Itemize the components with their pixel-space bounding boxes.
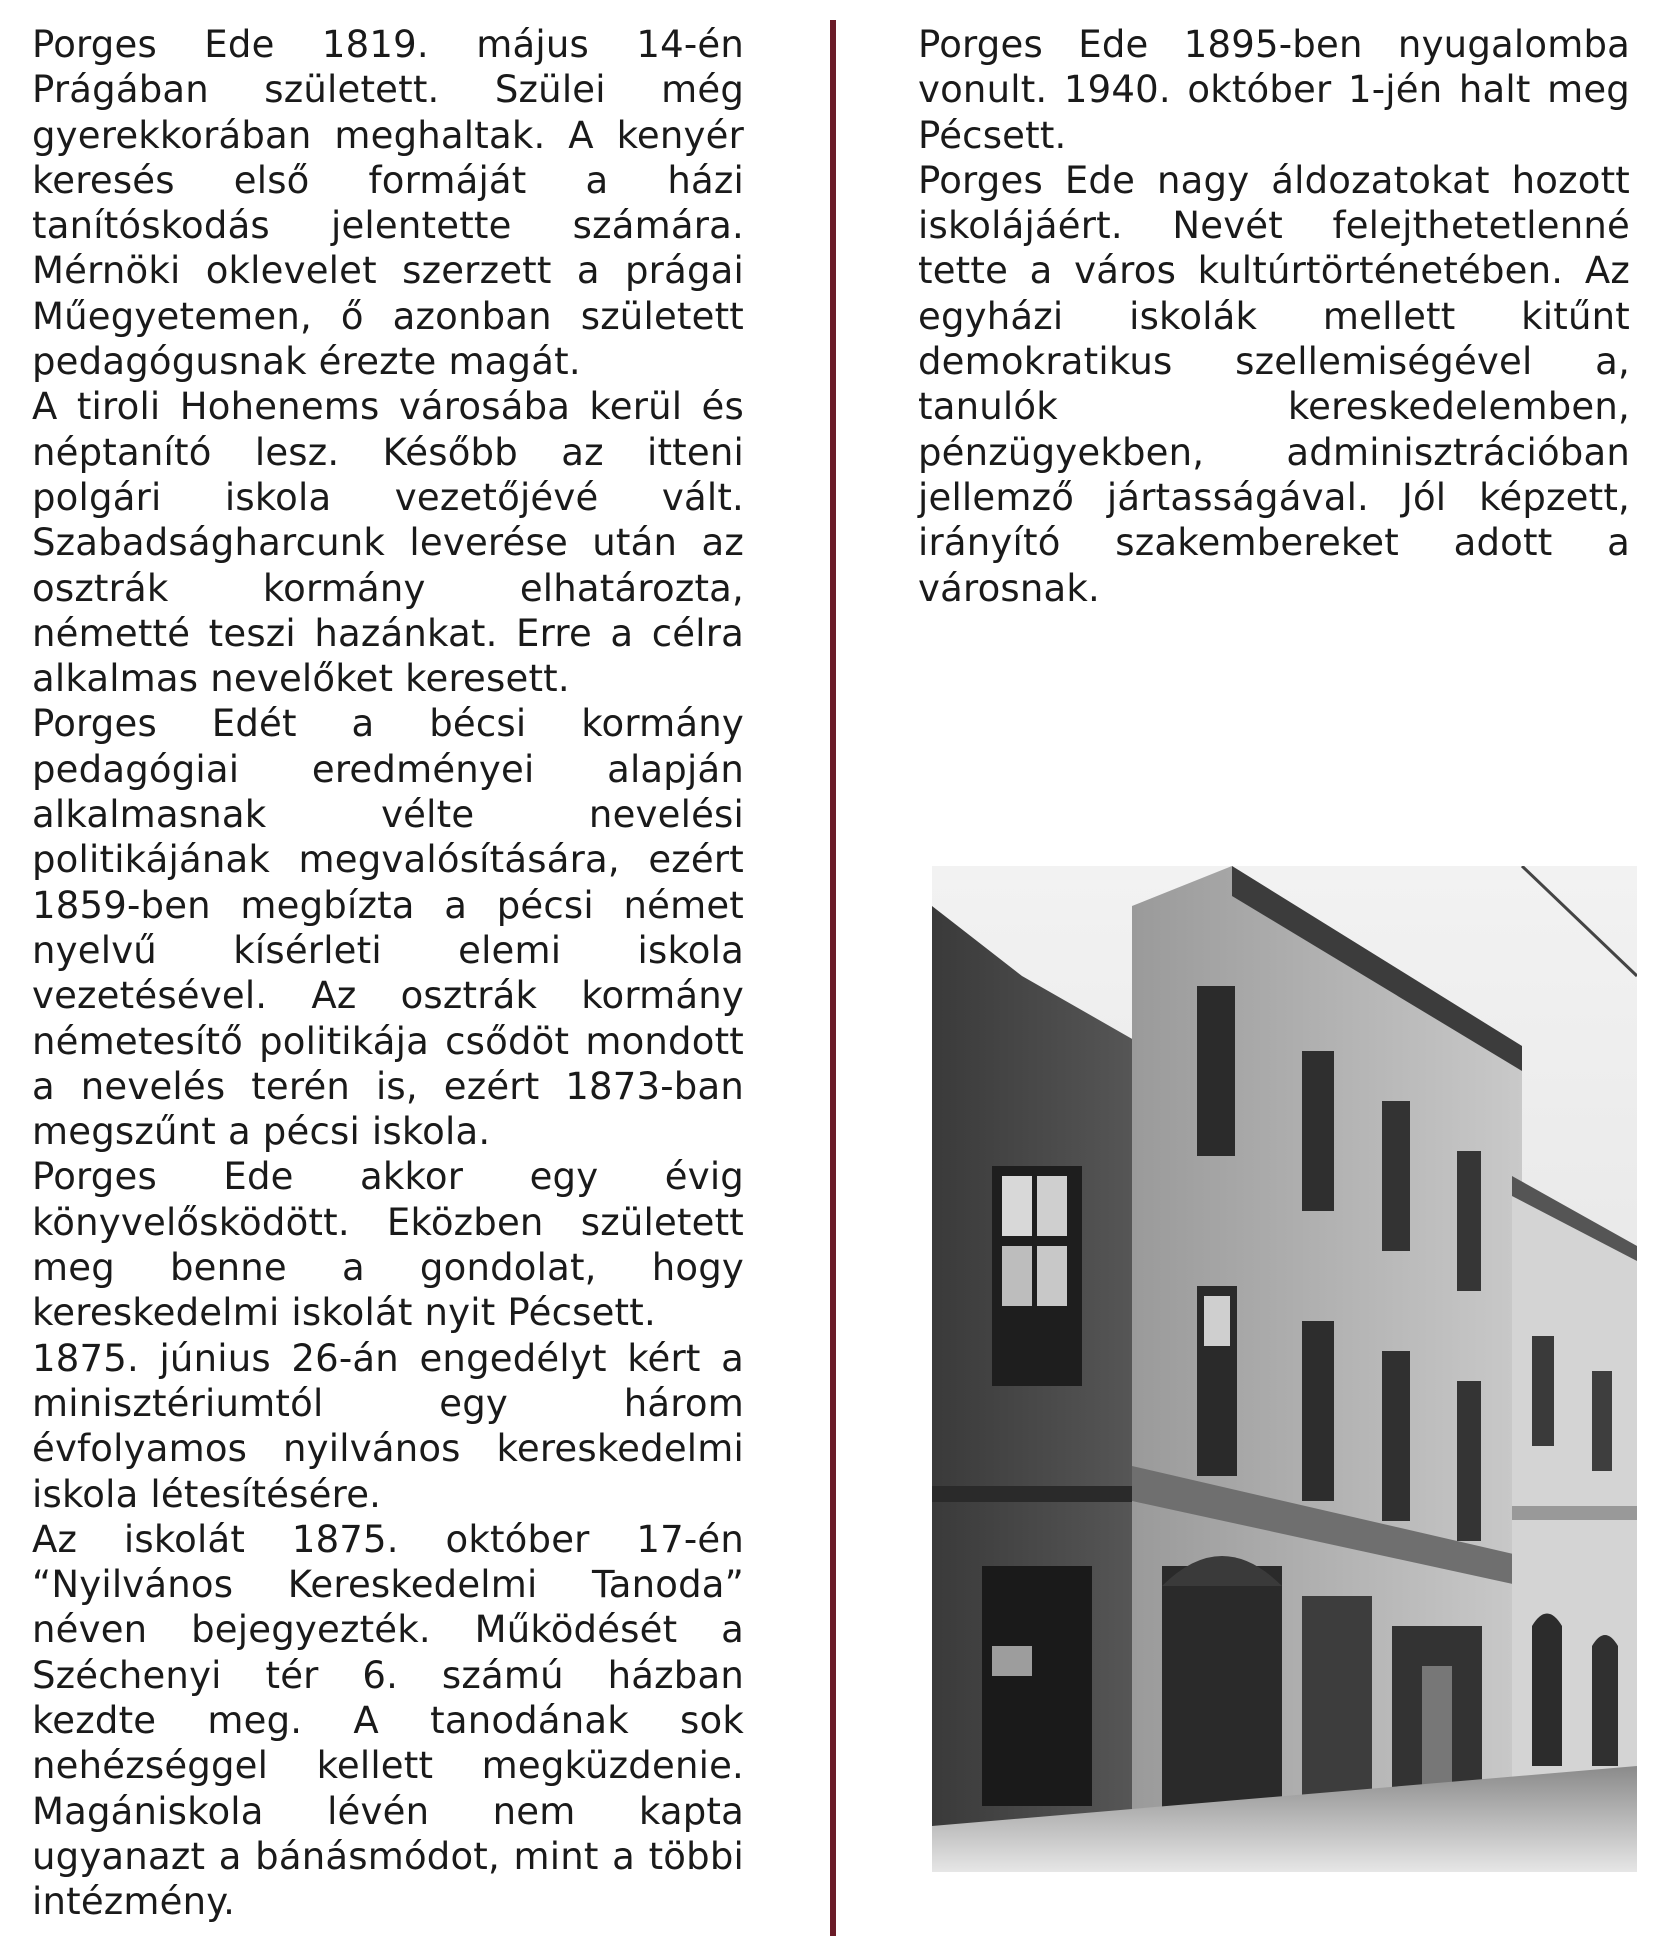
column-divider (830, 20, 836, 1936)
paragraph-legacy: Porges Ede nagy áldozatokat hozott iskolájáért. Nevét felejthetetlenné tette a város kultúrtörténetében. Az egyházi iskolák mellett kitűnt demokratikus szellemiségével a, tanulók kereskedelemben, pénzügyekben, adminisztrációban jellemző jártasságával. Jól képzett, irányító szakembereket adott a városnak. (918, 158, 1630, 610)
paragraph-pecs-school: Porges Edét a bécsi kormány pedagógiai eredményei alapján alkalmasnak vélte nevelési politikájának megvalósítására, ezért 1859-ben megbízta a pécsi német nyelvű kísérleti elemi iskola vezetésével. Az osztrák kormány németesítő politikája csődöt mondott a nevelés terén is, ezért 1873-ban megszűnt a pécsi iskola. (32, 702, 744, 1154)
paragraph-biography-intro: Porges Ede 1819. május 14-én Prágában született. Szülei még gyerekkorában meghaltak. A kenyér keresés első formáját a házi tanítóskodás jelentette számára. Mérnöki oklevelet szerzett a prágai Műegyetemen, ő azonban született pedagógusnak érezte magát. (32, 23, 744, 384)
paragraph-tanoda-founding: Az iskolát 1875. október 17-én “Nyilvános Kereskedelmi Tanoda” néven bejegyezték. Működését a Széchenyi tér 6. számú házban kezdte meg. A tanodának sok nehézséggel kellett megküzdenie. Magániskola lévén nem kapta ugyanazt a bánásmódot, mint a többi intézmény. (32, 1517, 744, 1924)
paragraph-retirement: Porges Ede 1895-ben nyugalomba vonult. 1940. október 1-jén halt meg Pécsett. (918, 23, 1630, 157)
paragraph-bookkeeping: Porges Ede akkor egy évig könyvelősködött. Eközben született meg benne a gondolat, hogy kereskedelmi iskolát nyit Pécsett. (32, 1155, 744, 1335)
left-text-column (32, 22, 744, 1924)
right-text-column (918, 22, 1630, 611)
school-building-photo (932, 866, 1637, 1872)
paragraph-permit-request: 1875. június 26-án engedélyt kért a minisztériumtól egy három évfolyamos nyilvános kereskedelmi iskola létesítésére. (32, 1336, 744, 1516)
paragraph-hohenems: A tiroli Hohenems városába kerül és néptanító lesz. Később az itteni polgári iskola vezetőjévé vált. Szabadságharcunk leverése után az osztrák kormány elhatározta, németté teszi hazánkat. Erre a célra alkalmas nevelőket keresett. (32, 385, 744, 701)
building-illustration (932, 866, 1637, 1872)
